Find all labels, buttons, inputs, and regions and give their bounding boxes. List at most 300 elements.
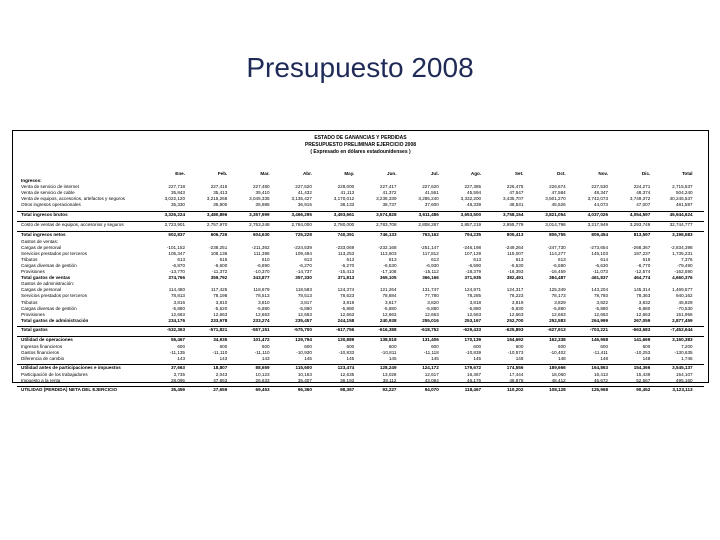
table-cell: 118,679 [253, 287, 270, 293]
table-cell: 382,491 [506, 275, 524, 281]
table-cell: 35,410 [255, 190, 270, 196]
table-cell: 105,347 [168, 250, 185, 256]
table-cell: 7,376 [681, 256, 693, 262]
table-cell: 461,837 [591, 275, 608, 281]
table-cell: 371,935 [464, 275, 482, 281]
row-label: Tributos [21, 299, 38, 305]
table-cell: 3,819 [342, 299, 355, 305]
table-cell: 3,821,054 [545, 211, 566, 217]
table-cell: 18,807 [213, 365, 228, 371]
table-cell: 600 [219, 343, 228, 349]
table-row [13, 337, 708, 343]
table-cell: 600 [558, 343, 566, 349]
sheet-heading-line: ( Expresado en dólares estadounidenses ) [310, 149, 411, 155]
table-row [13, 212, 708, 218]
table-cell: 35,459 [170, 387, 185, 393]
table-cell: 4,660,376 [672, 275, 693, 281]
table-row [13, 312, 708, 318]
table-cell: 3,480,896 [206, 211, 228, 217]
month-header: May. [344, 171, 355, 176]
table-cell: -5,880 [594, 305, 608, 311]
table-cell: 143,204 [591, 287, 608, 293]
table-cell: 124,971 [464, 287, 482, 293]
table-cell: 3,326,224 [164, 211, 185, 217]
table-cell: 98,367 [340, 387, 355, 393]
table-cell: 124,172 [422, 365, 439, 371]
table-cell: 227,480 [252, 184, 270, 190]
table-cell: 3,820 [427, 299, 439, 305]
row-label: Cargas de personal [21, 244, 62, 250]
table-cell: 600 [431, 343, 439, 349]
table-cell: 78,513 [255, 293, 270, 299]
table-cell: -5,880 [171, 305, 185, 311]
table-cell: 47,547 [509, 190, 524, 196]
row-label: Provisiones [21, 311, 45, 317]
table-cell: 17,444 [509, 372, 524, 378]
table-cell: 47,584 [551, 190, 566, 196]
table-cell: 600 [515, 343, 524, 349]
table-cell: 2,877,459 [672, 317, 693, 323]
table-cell: 48,347 [593, 190, 608, 196]
table-cell: 164,692 [506, 336, 524, 342]
table-cell: -10,930 [296, 350, 312, 355]
table-cell: 28,095 [170, 378, 185, 384]
table-cell: 3,160,383 [672, 336, 693, 342]
table-cell: 3,758,154 [502, 211, 524, 217]
table-cell: 41,113 [340, 190, 355, 196]
row-label: UTILIDAD (PERDIDA) NETA DEL EJERCICIO [21, 387, 118, 393]
table-cell: -10,253 [634, 350, 651, 355]
table-cell: -11,411 [593, 350, 608, 355]
table-cell: 244,158 [337, 317, 355, 323]
table-cell: -11,118 [423, 350, 439, 355]
table-cell: 108,136 [210, 250, 228, 256]
table-cell: 35,843 [170, 190, 185, 196]
table-cell: 3,285,240 [418, 196, 439, 202]
table-cell: 111,396 [253, 250, 270, 256]
table-cell: -627,913 [547, 326, 566, 332]
table-cell: 48,339 [467, 202, 482, 208]
budget-sheet [12, 130, 709, 393]
table-cell: 613 [177, 256, 185, 262]
table-cell: 121,264 [379, 287, 397, 293]
table-cell: 90,452 [636, 387, 651, 393]
table-cell: 12,663 [297, 311, 312, 317]
table-cell: -6,600 [214, 262, 228, 268]
table-cell: 725,228 [295, 231, 312, 237]
table-cell: 12,663 [467, 311, 482, 317]
table-cell: -5,880 [256, 305, 270, 311]
table-cell: 41,432 [297, 190, 312, 196]
table-cell: 55,467 [170, 336, 185, 342]
table-cell: 2,723,901 [164, 221, 185, 227]
table-cell: 125,968 [591, 387, 608, 393]
table-cell: 366,166 [422, 275, 439, 281]
table-cell: 34,935 [213, 336, 228, 342]
table-cell: 96,360 [297, 387, 312, 393]
table-cell: -101,152 [166, 244, 185, 250]
month-header: Jul. [430, 171, 439, 176]
table-cell: 37,600 [424, 202, 439, 208]
table-cell: 359,792 [210, 275, 228, 281]
table-cell: -249,264 [505, 244, 524, 250]
table-cell: 2,780,000 [333, 221, 355, 227]
table-cell: -625,893 [505, 326, 524, 332]
table-cell: 13,028 [382, 372, 397, 378]
table-cell: -5,880 [425, 305, 439, 311]
table-cell: 606,726 [210, 231, 228, 237]
table-cell: 32,744,777 [669, 221, 693, 227]
table-cell: -268,367 [632, 244, 651, 250]
table-cell: -10,573 [507, 350, 524, 355]
table-cell: 2,783,708 [376, 221, 397, 227]
table-cell: 3,501,270 [545, 196, 566, 202]
table-cell: -211,362 [251, 244, 270, 250]
sheet-heading-line: ESTADO DE GANANCIAS Y PERDIDAS [314, 135, 407, 141]
table-cell: 809,454 [591, 231, 608, 237]
month-header: Jun. [387, 171, 397, 176]
table-cell: 3,574,828 [376, 211, 397, 217]
table-cell: 3,435,707 [502, 196, 524, 202]
table-cell: 123,474 [337, 365, 355, 371]
table-cell: 78,363 [636, 293, 651, 299]
table-cell: 3,829 [554, 299, 566, 305]
table-cell: 124,374 [337, 287, 355, 293]
table-cell: 228,000 [337, 184, 355, 190]
table-cell: -16,393 [507, 269, 524, 274]
table-cell: 233,274 [252, 317, 270, 323]
table-cell: 4,037,026 [587, 211, 608, 217]
table-cell: 227,620 [422, 184, 439, 190]
table-cell: -663,683 [632, 326, 651, 332]
table-cell: 253,167 [464, 317, 482, 323]
table-cell: 45,594 [467, 190, 482, 196]
table-cell: 3,617 [385, 299, 397, 305]
table-cell: 114,277 [549, 250, 566, 256]
table-cell: -6,530 [510, 262, 524, 268]
table-row [13, 178, 708, 184]
table-cell: 125,349 [549, 287, 566, 293]
table-cell: 600 [304, 343, 312, 349]
table-cell: 227,415 [210, 184, 228, 190]
table-cell: 108,128 [549, 387, 566, 393]
table-cell: 227,718 [168, 184, 185, 190]
table-cell: 145 [431, 356, 439, 362]
table-cell: 78,884 [382, 293, 397, 299]
table-cell: 613 [431, 256, 439, 262]
table-cell: 151,956 [675, 311, 693, 317]
table-cell: 3,735 [173, 372, 185, 378]
table-cell: -6,630 [594, 262, 608, 268]
row-label: Ingresos financieros [21, 343, 63, 349]
table-cell: 343,877 [252, 275, 270, 281]
row-label: Provisiones [21, 269, 45, 274]
table-cell: 124,317 [506, 287, 524, 293]
table-cell: 174,556 [506, 365, 524, 371]
table-cell: 3,653,500 [460, 211, 482, 217]
table-cell: 374,766 [168, 275, 185, 281]
table-cell: -616,388 [378, 326, 397, 332]
table-cell: 940,162 [675, 293, 693, 299]
table-cell: 38,112 [382, 378, 397, 384]
table-cell: 610 [261, 256, 270, 262]
table-cell: 145,314 [633, 287, 651, 293]
table-cell: 43,084 [424, 378, 439, 384]
table-cell: 45,526 [551, 202, 566, 208]
table-cell: 602,837 [168, 231, 185, 237]
table-cell: 3,819 [511, 299, 524, 305]
table-cell: -15,413 [338, 269, 355, 274]
table-cell: -12,574 [634, 269, 651, 274]
table-cell: 35,330 [170, 202, 185, 208]
table-cell: -10,833 [338, 350, 355, 355]
table-cell: 117,425 [211, 287, 228, 293]
table-cell: -162,590 [674, 269, 693, 274]
table-cell: 78,813 [170, 293, 185, 299]
table-cell: 1,746 [681, 356, 693, 362]
table-cell: 78,198 [213, 293, 228, 299]
row-label: Total gastos [21, 326, 48, 332]
table-row [13, 184, 708, 190]
table-cell: 48,531 [509, 202, 524, 208]
table-cell: 47,863 [213, 378, 228, 384]
table-cell: 384,487 [549, 275, 566, 281]
table-cell: 148 [558, 356, 566, 362]
table-cell: 78,793 [593, 293, 608, 299]
row-label: Utilidad antes de participaciones e impuestos [21, 365, 121, 371]
table-row [13, 300, 708, 306]
table-cell: 48,374 [636, 190, 651, 196]
table-cell: 38,737 [382, 202, 397, 208]
row-label: Cargas diversas de gestión [21, 305, 77, 311]
table-cell: 3,742,073 [587, 196, 608, 202]
table-cell: 129,794 [295, 336, 312, 342]
table-cell: 35,413 [213, 190, 228, 196]
table-cell: 88,659 [255, 365, 270, 371]
table-cell: 41,372 [382, 190, 397, 196]
table-cell: 495,160 [675, 378, 693, 384]
table-cell: -11,110 [212, 350, 228, 355]
table-cell: 371,813 [337, 275, 355, 281]
table-cell: -11,372 [212, 269, 228, 274]
table-cell: 600 [473, 343, 482, 349]
table-row [13, 344, 708, 350]
table-cell: -6,270 [298, 262, 312, 268]
row-label: Ingresos: [21, 178, 42, 183]
table-cell: 38,133 [340, 202, 355, 208]
row-label: Costo de ventas de equipos, accesorios y seguros [21, 221, 124, 227]
table-cell: -79,490 [677, 262, 693, 268]
table-cell: 77,780 [424, 293, 439, 299]
table-row [13, 350, 708, 356]
table-cell: 234,176 [168, 317, 185, 323]
table-cell: 143 [219, 356, 228, 362]
table-row [13, 293, 708, 299]
table-cell: 3,818 [469, 299, 482, 305]
table-row [13, 306, 708, 312]
table-cell: -557,151 [251, 326, 270, 332]
row-label: Gastos de administración: [21, 281, 75, 287]
row-label: Servicios prestados por terceros [21, 293, 87, 299]
table-cell: 36,915 [297, 202, 312, 208]
table-cell: -15,112 [423, 269, 439, 274]
table-cell: -5,880 [468, 305, 482, 311]
table-cell: -246,198 [462, 244, 482, 250]
table-cell: 3,810 [215, 299, 228, 305]
row-label: Otros ingresos operacionales [21, 202, 81, 208]
table-cell: 128,249 [379, 365, 397, 371]
table-cell: 115,600 [295, 365, 312, 371]
row-label: Cargas diversas de gestión [21, 262, 77, 268]
table-cell: 600 [600, 343, 608, 349]
table-cell: -571,821 [209, 326, 228, 332]
table-cell: 3,215,268 [206, 196, 228, 202]
table-cell: 794,235 [464, 231, 482, 237]
table-cell: 2,784,000 [291, 221, 312, 227]
table-row [13, 202, 708, 208]
row-label: Impuesto a la renta [21, 378, 61, 384]
table-cell: 46,878 [509, 378, 524, 384]
table-cell: 131,747 [422, 287, 439, 293]
table-cell: 170,139 [464, 336, 482, 342]
row-label: Total gastos de administración [21, 317, 89, 323]
table-cell: 12,663 [509, 311, 524, 317]
table-cell: 3,816 [173, 299, 185, 305]
table-cell: 481,597 [675, 202, 693, 208]
table-cell: -232,168 [378, 244, 397, 250]
table-cell: 148 [600, 356, 608, 362]
row-label: Participación de los trabajadores [21, 372, 88, 378]
table-row [13, 196, 708, 202]
table-cell: 16,367 [467, 372, 482, 378]
table-cell: 7,200 [681, 343, 693, 349]
table-row [13, 257, 708, 263]
table-cell: 12,663 [551, 311, 566, 317]
table-cell: 113,603 [380, 250, 397, 256]
table-cell: -6,530 [383, 262, 397, 268]
table-cell: 3,196,583 [672, 231, 693, 237]
table-cell: 600 [177, 343, 185, 349]
table-cell: 255,016 [422, 317, 439, 323]
table-cell: 604,630 [252, 231, 270, 237]
table-row [13, 263, 708, 269]
table-cell: 26,633 [255, 378, 270, 384]
table-cell: -10,402 [550, 350, 566, 355]
table-cell: 227,530 [591, 184, 608, 190]
month-header: Ago. [470, 171, 482, 176]
table-cell: 47,007 [636, 202, 651, 208]
table-cell: 2,757,970 [206, 221, 228, 227]
table-cell: 145 [346, 356, 355, 362]
table-cell: -130,635 [674, 350, 693, 355]
month-header: Nov. [598, 171, 608, 176]
table-cell: 3,545,137 [672, 365, 693, 371]
table-cell: -224,539 [293, 244, 312, 250]
table-cell: 3,217,949 [587, 221, 608, 227]
table-cell: 613 [515, 256, 524, 262]
table-cell: 12,663 [593, 311, 608, 317]
table-cell: 805,413 [506, 231, 524, 237]
table-cell: 224,271 [633, 184, 651, 190]
table-cell: 3,123,113 [672, 387, 693, 393]
table-cell: 3,170,012 [333, 196, 355, 202]
table-cell: 46,672 [593, 378, 608, 384]
table-cell: -11,135 [169, 350, 185, 355]
table-cell: -10,839 [465, 350, 482, 355]
table-cell: 240,938 [379, 317, 397, 323]
row-label: Cargas de personal [21, 287, 62, 293]
table-cell: 130,889 [337, 336, 355, 342]
table-cell: -6,930 [425, 262, 439, 268]
table-cell: 746,133 [379, 231, 397, 237]
table-cell: 613 [388, 256, 397, 262]
table-cell: -5,830 [510, 305, 524, 311]
table-cell: 504,240 [675, 190, 693, 196]
slide-title: Presupuesto 2008 [246, 52, 474, 83]
table-cell: -247,730 [547, 244, 566, 250]
table-cell: -629,433 [462, 326, 482, 332]
table-cell: 3,332,200 [460, 196, 482, 202]
month-header: Set. [514, 171, 524, 176]
table-cell: 145,103 [591, 250, 608, 256]
table-cell: 3,822 [596, 299, 608, 305]
table-cell: 12,663 [255, 311, 270, 317]
table-cell: -7,452,644 [670, 326, 693, 332]
table-cell: 613 [558, 256, 566, 262]
month-header: Mar. [260, 171, 270, 176]
table-cell: 143 [177, 356, 185, 362]
table-cell: 12,663 [170, 311, 185, 317]
table-cell: 464,774 [633, 275, 651, 281]
row-label: Utilidad de operaciones [21, 336, 73, 342]
table-cell: 46,176 [467, 378, 482, 384]
table-cell: 16,413 [593, 372, 608, 378]
row-label: Venta de servicio de cable [21, 190, 75, 196]
table-cell: 3,238,339 [376, 196, 397, 202]
table-cell: 252,700 [506, 317, 524, 323]
table-cell: 252,583 [549, 317, 566, 323]
table-cell: 78,173 [551, 293, 566, 299]
table-cell: 3,014,796 [545, 221, 566, 227]
table-cell: 107,129 [464, 250, 482, 256]
row-label: Gastos financieros [21, 350, 60, 355]
table-cell: 12,635 [340, 372, 355, 378]
table-cell: -2,834,398 [670, 244, 693, 250]
table-cell: -532,363 [166, 326, 185, 332]
table-cell: 27,659 [213, 387, 228, 393]
table-row [13, 287, 708, 293]
table-cell: 267,059 [633, 317, 651, 323]
table-cell: 3,022,120 [164, 196, 185, 202]
table-cell: -6,770 [637, 262, 651, 268]
table-row [13, 275, 708, 281]
row-label: Tributos [21, 256, 38, 262]
table-row [13, 281, 708, 287]
table-cell: -575,700 [293, 326, 312, 332]
table-row [13, 245, 708, 251]
table-cell: 35,800 [213, 202, 228, 208]
table-row [13, 378, 708, 384]
table-cell: -5,890 [298, 305, 312, 311]
table-row [13, 365, 708, 371]
table-cell: -703,221 [589, 326, 608, 332]
table-cell: 93,227 [382, 387, 397, 393]
table-cell: 15,439 [636, 372, 651, 378]
month-header: Ene. [175, 171, 185, 176]
row-label: Venta de servicio de internet [21, 184, 79, 190]
table-cell: 4,054,597 [629, 211, 651, 217]
table-cell: 3,045,335 [249, 196, 270, 202]
